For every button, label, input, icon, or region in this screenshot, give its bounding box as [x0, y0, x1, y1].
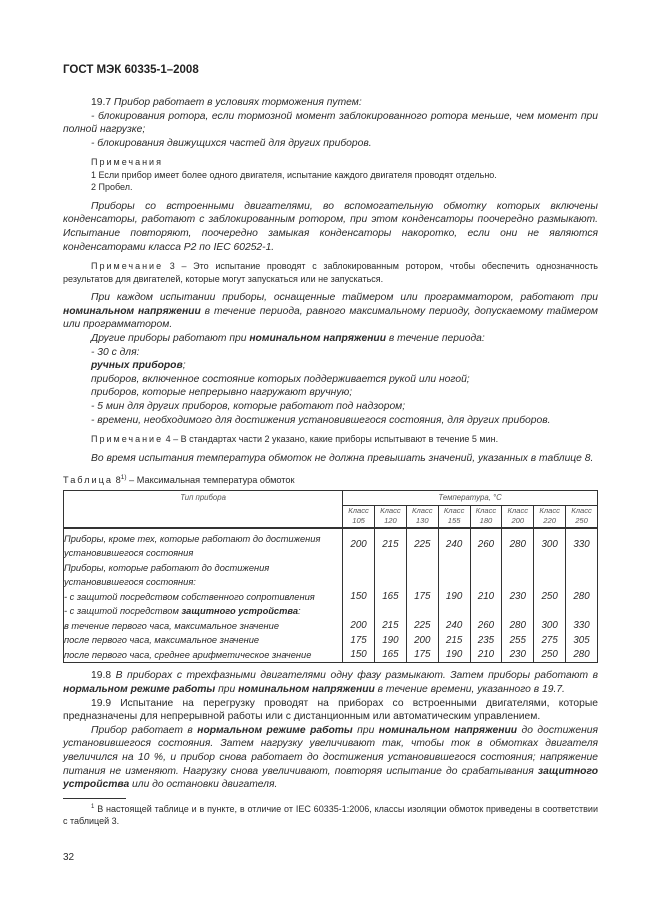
duration-30s: - 30 с для:	[91, 346, 140, 358]
clause-text: Прибор работает в условиях торможения путем:	[113, 97, 362, 108]
cell-value: 175	[406, 648, 438, 663]
cell-value: 275	[534, 633, 566, 648]
defined-term: номинальном напряжении	[238, 684, 375, 696]
defined-term: защитного устройства	[63, 765, 598, 791]
column-header-class: Класс 180	[470, 505, 502, 528]
text-span: При каждом испытании приборы, оснащенные таймером или программатором, работают при	[91, 292, 598, 304]
cell-value: 215	[375, 619, 407, 634]
duration-5min: - 5 мин для других приборов, которые работают под надзором;	[91, 401, 406, 412]
defined-term: нормальном режиме работы	[63, 684, 216, 696]
table-row	[64, 633, 598, 648]
clause-text: Испытание на перегрузку проводят на приборах со встроенными двигателями, которые предназначены для непрерывной работы или с дистанционным или автоматическим управлением.	[63, 697, 598, 723]
cell-value: 230	[502, 590, 534, 605]
column-header-class: Класс 130	[406, 505, 438, 528]
manual-appliances	[63, 359, 598, 373]
cell-value: 300	[534, 619, 566, 634]
cell-value: 165	[375, 590, 407, 605]
column-header-class: Класс 250	[566, 505, 598, 528]
row-label: Приборы, которые работают до достижения установившегося состояния:	[64, 561, 343, 590]
note-label: Примечание	[91, 261, 164, 272]
cell-value: 190	[375, 633, 407, 648]
footnote-text: В настоящей таблице и в пункте, в отличие от IEC 60335-1:2006, классы изоляции обмоток приведены в соответствии с таблицей 3.	[63, 803, 598, 827]
cell-value: 200	[406, 633, 438, 648]
column-header-class: Класс 220	[534, 505, 566, 528]
row-label: Приборы, кроме тех, которые работают до достижения установившегося состояния	[64, 528, 343, 561]
defined-term: ручных приборов	[91, 360, 183, 372]
table-row	[64, 604, 598, 619]
row-label: после первого часа, среднее арифметическое значение	[64, 648, 343, 663]
cell-value: 240	[438, 619, 470, 634]
page-content	[63, 96, 598, 828]
text-span: в течение периода:	[386, 333, 485, 345]
cell-value: 225	[406, 528, 438, 561]
cell-value: 305	[566, 633, 598, 648]
column-header-class: Класс 155	[438, 505, 470, 528]
column-header-class: Класс 200	[502, 505, 534, 528]
row-label: в течение первого часа, максимальное значение	[64, 619, 343, 634]
cell-value: 225	[406, 619, 438, 634]
table-row	[64, 590, 598, 605]
cell-value: 240	[438, 528, 470, 561]
cell-value: 150	[343, 590, 375, 605]
capacitors-paragraph: Приборы со встроенными двигателями, во вспомогательную обмотку которых включены конденсаторы, работают с заблокированным ротором, при этом конденсаторы поочередно размыкают. Испытание повторяют, поочередно замыкая конденсаторы накоротко, если они не являются конденсаторами класса P2 по IEC 60252-1.	[63, 200, 598, 253]
duration-steady-state: - времени, необходимого для достижения установившегося состояния, для других приборов.	[91, 414, 551, 426]
table-row	[64, 648, 598, 663]
temperature-paragraph: Во время испытания температура обмоток не должна превышать значений, указанных в таблице 8.	[91, 452, 594, 464]
list-item: - блокирования ротора, если тормозной момент заблокированного ротора меньше, чем момент при полной нагрузке;	[63, 110, 598, 136]
page-number: 32	[63, 852, 75, 863]
text-span: Прибор работает в	[91, 724, 198, 736]
cell-value: 150	[343, 648, 375, 663]
cell-value: 200	[343, 619, 375, 634]
timer-paragraph	[63, 291, 598, 332]
row-label: - с защитой посредством собственного сопротивления	[64, 590, 343, 605]
cell-value: 255	[502, 633, 534, 648]
cell-value: 200	[343, 528, 375, 561]
other-appliances-paragraph	[63, 332, 598, 346]
cell-value: 210	[470, 648, 502, 663]
footnote-ref[interactable]: 1)	[120, 474, 127, 482]
note-4	[63, 433, 598, 446]
text-span: в течение периода, равного максимальному периоду, допускаемому таймером или программатором.	[63, 305, 598, 331]
cell-value: 250	[534, 648, 566, 663]
defined-term: номинальном напряжении	[378, 724, 518, 736]
cell-value: 330	[566, 619, 598, 634]
table-caption	[63, 471, 598, 488]
cell-value: 210	[470, 590, 502, 605]
column-header-class: Класс 105	[343, 505, 375, 528]
text-span: или до остановки двигателя.	[129, 779, 278, 791]
overload-paragraph	[63, 724, 598, 792]
text-span: В приборах с трехфазными двигателями одну фазу размыкают. Затем приборы работают в	[111, 670, 598, 682]
note-text: 3 – Это испытание проводят с заблокированным ротором, чтобы обеспечить однозначность результатов для двигателей, которые могут запускаться или не запускаться.	[63, 261, 598, 284]
cell-value: 165	[375, 648, 407, 663]
table-row	[64, 561, 598, 590]
table-row	[64, 619, 598, 634]
text-span: при	[215, 684, 239, 696]
clause-number: 19.7	[91, 97, 112, 108]
cell-value: 280	[566, 590, 598, 605]
cell-value: 175	[406, 590, 438, 605]
footnote-divider	[63, 798, 126, 799]
column-header-temperature: Температура, °С	[343, 490, 598, 505]
defined-term: защитного устройства	[181, 606, 299, 617]
cell-value: 230	[502, 648, 534, 663]
note-item: 1 Если прибор имеет более одного двигателя, испытание каждого двигателя проводят отдельно.	[91, 169, 497, 180]
clause-number: 19.8	[91, 670, 112, 682]
list-item: - блокирования движущихся частей для других приборов.	[91, 137, 372, 149]
caption-label: Таблица	[63, 475, 114, 486]
text-span: при	[352, 724, 379, 736]
cell-value: 300	[534, 528, 566, 561]
row-label: после первого часа, максимальное значение	[64, 633, 343, 648]
cell-value: 280	[502, 619, 534, 634]
cell-value: 235	[470, 633, 502, 648]
defined-term: номинальном напряжении	[249, 333, 387, 345]
column-header-type: Тип прибора	[64, 490, 343, 528]
notes-title: Примечания	[91, 157, 163, 168]
cell-value: 260	[470, 528, 502, 561]
cell-value: 215	[438, 633, 470, 648]
column-header-class: Класс 120	[375, 505, 407, 528]
caption-number: 8	[113, 475, 121, 486]
clause-19-9	[63, 697, 598, 724]
clause-19-7-intro	[63, 96, 598, 110]
cell-value: 190	[438, 590, 470, 605]
continuous-manual-appliances: приборов, которые непрерывно нагружают вручную;	[91, 387, 353, 399]
caption-title: – Максимальная температура обмоток	[126, 475, 295, 486]
clause-number: 19.9	[91, 697, 112, 709]
cell-value: 215	[375, 528, 407, 561]
footnote	[63, 801, 598, 828]
document-id-header: ГОСТ МЭК 60335-1–2008	[63, 64, 199, 76]
note-text: 4 – В стандартах части 2 указано, какие приборы испытывают в течение 5 мин.	[163, 434, 499, 445]
defined-term: номинальном напряжении	[63, 305, 201, 317]
note-3	[63, 260, 598, 285]
text-span: до достижения установившегося состояния. Затем нагрузку увеличивают так, чтобы ток в обмотках двигателя увеличился на 10 %, и прибор снова работает до достижения установившегося состояния; напряжение питания не изменяют. Нагрузку снова увеличивают, повторяя испытание до срабатывания	[63, 724, 598, 777]
hand-foot-appliances: приборов, включенное состояние которых поддерживается рукой или ногой;	[91, 373, 470, 385]
cell-value: 280	[566, 648, 598, 663]
text-span: ;	[182, 360, 186, 372]
cell-value: 330	[566, 528, 598, 561]
text-span: в течение времени, указанного в 19.7.	[374, 684, 565, 696]
winding-temperature-table	[63, 490, 598, 664]
note-item: 2 Пробел.	[91, 182, 133, 193]
note-label: Примечание	[91, 434, 164, 445]
table-row	[64, 528, 598, 561]
text-span: Другие приборы работают при	[91, 333, 250, 345]
cell-value: 250	[534, 590, 566, 605]
cell-value: 260	[470, 619, 502, 634]
clause-19-8	[63, 669, 598, 696]
row-label: - с защитой посредством защитного устройства:	[64, 604, 343, 619]
defined-term: нормальном режиме работы	[197, 724, 353, 736]
footnote-marker: 1	[91, 803, 95, 810]
cell-value: 175	[343, 633, 375, 648]
cell-value: 190	[438, 648, 470, 663]
cell-value: 280	[502, 528, 534, 561]
